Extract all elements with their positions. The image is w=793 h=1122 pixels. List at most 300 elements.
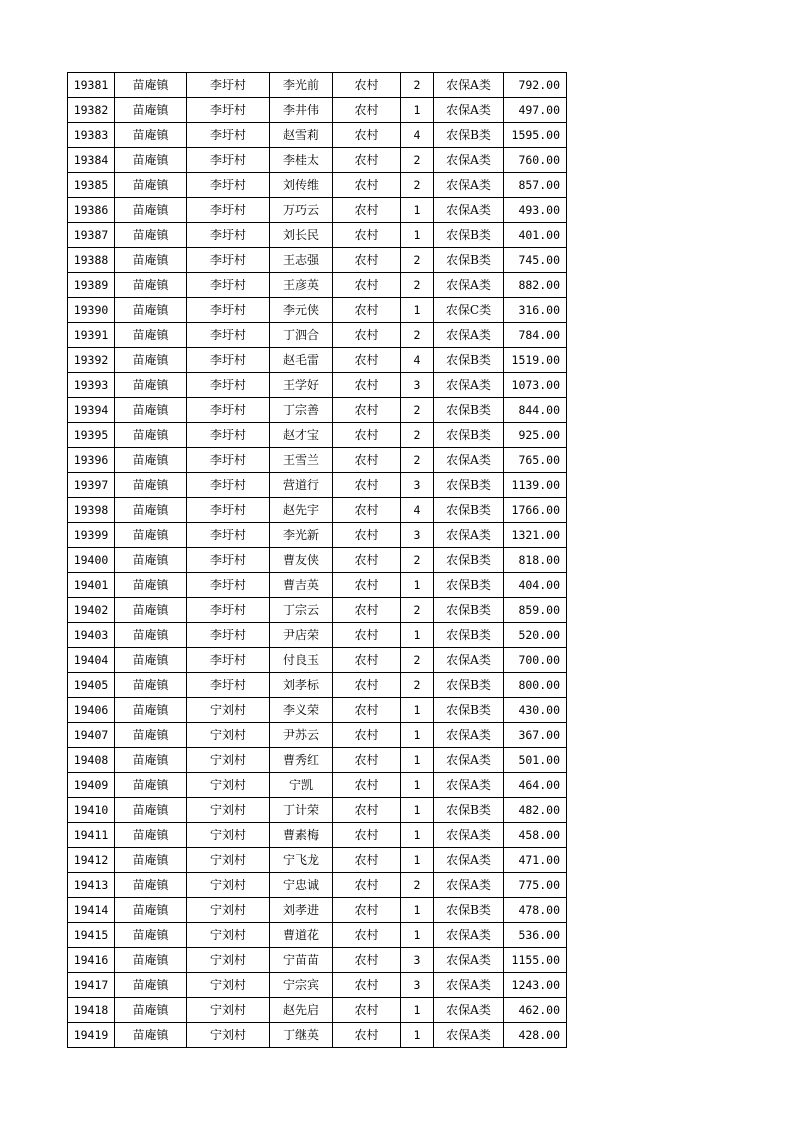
town-cell: 苗庵镇 (115, 873, 187, 898)
household-size-cell: 1 (401, 898, 434, 923)
town-cell: 苗庵镇 (115, 148, 187, 173)
town-cell: 苗庵镇 (115, 898, 187, 923)
category-cell: 农保A类 (434, 948, 504, 973)
category-cell: 农保A类 (434, 773, 504, 798)
table-row (68, 923, 567, 948)
record-id-cell: 19405 (68, 673, 115, 698)
amount-cell: 458.00 (504, 823, 567, 848)
town-cell: 苗庵镇 (115, 623, 187, 648)
household-size-cell: 1 (401, 848, 434, 873)
amount-cell: 1595.00 (504, 123, 567, 148)
category-cell: 农保B类 (434, 548, 504, 573)
village-cell: 李圩村 (187, 173, 270, 198)
record-id-cell: 19388 (68, 248, 115, 273)
amount-cell: 857.00 (504, 173, 567, 198)
table-row (68, 223, 567, 248)
amount-cell: 1321.00 (504, 523, 567, 548)
category-cell: 农保A类 (434, 723, 504, 748)
record-id-cell: 19414 (68, 898, 115, 923)
name-cell: 丁宗善 (270, 398, 333, 423)
town-cell: 苗庵镇 (115, 373, 187, 398)
table-row (68, 298, 567, 323)
record-id-cell: 19381 (68, 73, 115, 98)
record-id-cell: 19398 (68, 498, 115, 523)
amount-cell: 1243.00 (504, 973, 567, 998)
town-cell: 苗庵镇 (115, 1023, 187, 1048)
table-row (68, 523, 567, 548)
record-id-cell: 19392 (68, 348, 115, 373)
name-cell: 宁苗苗 (270, 948, 333, 973)
household-size-cell: 1 (401, 298, 434, 323)
village-cell: 宁刘村 (187, 1023, 270, 1048)
table-row (68, 248, 567, 273)
area-type-cell: 农村 (333, 248, 401, 273)
area-type-cell: 农村 (333, 723, 401, 748)
household-size-cell: 2 (401, 248, 434, 273)
category-cell: 农保B类 (434, 398, 504, 423)
amount-cell: 882.00 (504, 273, 567, 298)
household-size-cell: 4 (401, 498, 434, 523)
table-row (68, 448, 567, 473)
household-size-cell: 1 (401, 623, 434, 648)
area-type-cell: 农村 (333, 123, 401, 148)
town-cell: 苗庵镇 (115, 98, 187, 123)
table-row (68, 673, 567, 698)
household-size-cell: 2 (401, 148, 434, 173)
village-cell: 宁刘村 (187, 973, 270, 998)
record-id-cell: 19401 (68, 573, 115, 598)
household-size-cell: 1 (401, 198, 434, 223)
household-size-cell: 1 (401, 723, 434, 748)
amount-cell: 1766.00 (504, 498, 567, 523)
household-size-cell: 2 (401, 423, 434, 448)
household-size-cell: 1 (401, 823, 434, 848)
area-type-cell: 农村 (333, 973, 401, 998)
name-cell: 曹秀红 (270, 748, 333, 773)
amount-cell: 784.00 (504, 323, 567, 348)
record-id-cell: 19393 (68, 373, 115, 398)
name-cell: 王志强 (270, 248, 333, 273)
table-row (68, 598, 567, 623)
household-size-cell: 2 (401, 323, 434, 348)
town-cell: 苗庵镇 (115, 648, 187, 673)
village-cell: 李圩村 (187, 623, 270, 648)
records-table (67, 72, 567, 1048)
town-cell: 苗庵镇 (115, 298, 187, 323)
record-id-cell: 19415 (68, 923, 115, 948)
village-cell: 宁刘村 (187, 798, 270, 823)
area-type-cell: 农村 (333, 598, 401, 623)
name-cell: 赵先启 (270, 998, 333, 1023)
table-row (68, 323, 567, 348)
record-id-cell: 19390 (68, 298, 115, 323)
area-type-cell: 农村 (333, 298, 401, 323)
name-cell: 宁宗宾 (270, 973, 333, 998)
table-row (68, 998, 567, 1023)
amount-cell: 775.00 (504, 873, 567, 898)
household-size-cell: 1 (401, 1023, 434, 1048)
amount-cell: 745.00 (504, 248, 567, 273)
table-row (68, 423, 567, 448)
town-cell: 苗庵镇 (115, 798, 187, 823)
household-size-cell: 2 (401, 598, 434, 623)
record-id-cell: 19412 (68, 848, 115, 873)
name-cell: 宁忠诚 (270, 873, 333, 898)
village-cell: 李圩村 (187, 348, 270, 373)
household-size-cell: 3 (401, 973, 434, 998)
town-cell: 苗庵镇 (115, 923, 187, 948)
town-cell: 苗庵镇 (115, 723, 187, 748)
table-row (68, 823, 567, 848)
village-cell: 李圩村 (187, 323, 270, 348)
amount-cell: 462.00 (504, 998, 567, 1023)
amount-cell: 367.00 (504, 723, 567, 748)
household-size-cell: 1 (401, 573, 434, 598)
table-row (68, 98, 567, 123)
town-cell: 苗庵镇 (115, 173, 187, 198)
name-cell: 宁凯 (270, 773, 333, 798)
area-type-cell: 农村 (333, 823, 401, 848)
village-cell: 宁刘村 (187, 873, 270, 898)
table-row (68, 573, 567, 598)
amount-cell: 497.00 (504, 98, 567, 123)
category-cell: 农保A类 (434, 998, 504, 1023)
town-cell: 苗庵镇 (115, 123, 187, 148)
table-row (68, 473, 567, 498)
area-type-cell: 农村 (333, 448, 401, 473)
table-row (68, 648, 567, 673)
category-cell: 农保A类 (434, 648, 504, 673)
table-row (68, 398, 567, 423)
name-cell: 宁飞龙 (270, 848, 333, 873)
area-type-cell: 农村 (333, 948, 401, 973)
household-size-cell: 3 (401, 948, 434, 973)
area-type-cell: 农村 (333, 398, 401, 423)
village-cell: 宁刘村 (187, 948, 270, 973)
town-cell: 苗庵镇 (115, 698, 187, 723)
record-id-cell: 19419 (68, 1023, 115, 1048)
category-cell: 农保B类 (434, 473, 504, 498)
category-cell: 农保B类 (434, 698, 504, 723)
amount-cell: 859.00 (504, 598, 567, 623)
amount-cell: 478.00 (504, 898, 567, 923)
category-cell: 农保A类 (434, 523, 504, 548)
village-cell: 宁刘村 (187, 998, 270, 1023)
town-cell: 苗庵镇 (115, 348, 187, 373)
area-type-cell: 农村 (333, 198, 401, 223)
household-size-cell: 1 (401, 798, 434, 823)
village-cell: 宁刘村 (187, 898, 270, 923)
village-cell: 李圩村 (187, 198, 270, 223)
village-cell: 李圩村 (187, 398, 270, 423)
village-cell: 李圩村 (187, 448, 270, 473)
name-cell: 曹素梅 (270, 823, 333, 848)
table-row (68, 798, 567, 823)
name-cell: 刘传维 (270, 173, 333, 198)
name-cell: 李井伟 (270, 98, 333, 123)
amount-cell: 1519.00 (504, 348, 567, 373)
table-row (68, 748, 567, 773)
village-cell: 李圩村 (187, 273, 270, 298)
category-cell: 农保A类 (434, 448, 504, 473)
record-id-cell: 19417 (68, 973, 115, 998)
record-id-cell: 19396 (68, 448, 115, 473)
town-cell: 苗庵镇 (115, 598, 187, 623)
record-id-cell: 19384 (68, 148, 115, 173)
area-type-cell: 农村 (333, 748, 401, 773)
category-cell: 农保B类 (434, 248, 504, 273)
amount-cell: 844.00 (504, 398, 567, 423)
town-cell: 苗庵镇 (115, 398, 187, 423)
name-cell: 赵才宝 (270, 423, 333, 448)
name-cell: 王学好 (270, 373, 333, 398)
area-type-cell: 农村 (333, 73, 401, 98)
area-type-cell: 农村 (333, 348, 401, 373)
table-row (68, 148, 567, 173)
area-type-cell: 农村 (333, 873, 401, 898)
household-size-cell: 1 (401, 998, 434, 1023)
category-cell: 农保B类 (434, 898, 504, 923)
record-id-cell: 19386 (68, 198, 115, 223)
amount-cell: 404.00 (504, 573, 567, 598)
category-cell: 农保A类 (434, 148, 504, 173)
name-cell: 赵雪莉 (270, 123, 333, 148)
record-id-cell: 19411 (68, 823, 115, 848)
amount-cell: 464.00 (504, 773, 567, 798)
record-id-cell: 19395 (68, 423, 115, 448)
area-type-cell: 农村 (333, 673, 401, 698)
name-cell: 李光前 (270, 73, 333, 98)
amount-cell: 760.00 (504, 148, 567, 173)
table-row (68, 348, 567, 373)
table-row (68, 273, 567, 298)
category-cell: 农保A类 (434, 98, 504, 123)
amount-cell: 401.00 (504, 223, 567, 248)
amount-cell: 700.00 (504, 648, 567, 673)
amount-cell: 818.00 (504, 548, 567, 573)
household-size-cell: 2 (401, 173, 434, 198)
table-row (68, 948, 567, 973)
amount-cell: 1073.00 (504, 373, 567, 398)
category-cell: 农保A类 (434, 73, 504, 98)
village-cell: 宁刘村 (187, 773, 270, 798)
table-row (68, 1023, 567, 1048)
category-cell: 农保B类 (434, 348, 504, 373)
record-id-cell: 19389 (68, 273, 115, 298)
name-cell: 赵毛雷 (270, 348, 333, 373)
category-cell: 农保A类 (434, 323, 504, 348)
town-cell: 苗庵镇 (115, 748, 187, 773)
record-id-cell: 19407 (68, 723, 115, 748)
name-cell: 李元侠 (270, 298, 333, 323)
record-id-cell: 19410 (68, 798, 115, 823)
amount-cell: 800.00 (504, 673, 567, 698)
household-size-cell: 3 (401, 373, 434, 398)
household-size-cell: 2 (401, 673, 434, 698)
record-id-cell: 19387 (68, 223, 115, 248)
town-cell: 苗庵镇 (115, 223, 187, 248)
village-cell: 李圩村 (187, 473, 270, 498)
village-cell: 宁刘村 (187, 748, 270, 773)
household-size-cell: 4 (401, 348, 434, 373)
category-cell: 农保A类 (434, 373, 504, 398)
table-row (68, 848, 567, 873)
household-size-cell: 1 (401, 223, 434, 248)
village-cell: 李圩村 (187, 573, 270, 598)
area-type-cell: 农村 (333, 898, 401, 923)
category-cell: 农保A类 (434, 273, 504, 298)
category-cell: 农保B类 (434, 423, 504, 448)
record-id-cell: 19418 (68, 998, 115, 1023)
table-row (68, 373, 567, 398)
village-cell: 宁刘村 (187, 723, 270, 748)
village-cell: 宁刘村 (187, 698, 270, 723)
table-row (68, 123, 567, 148)
area-type-cell: 农村 (333, 373, 401, 398)
table-row (68, 548, 567, 573)
category-cell: 农保B类 (434, 123, 504, 148)
name-cell: 尹店荣 (270, 623, 333, 648)
area-type-cell: 农村 (333, 473, 401, 498)
household-size-cell: 3 (401, 473, 434, 498)
category-cell: 农保A类 (434, 198, 504, 223)
household-size-cell: 3 (401, 523, 434, 548)
town-cell: 苗庵镇 (115, 773, 187, 798)
category-cell: 农保A类 (434, 1023, 504, 1048)
category-cell: 农保A类 (434, 923, 504, 948)
records-table-body (68, 73, 567, 1048)
record-id-cell: 19391 (68, 323, 115, 348)
record-id-cell: 19400 (68, 548, 115, 573)
village-cell: 李圩村 (187, 298, 270, 323)
household-size-cell: 1 (401, 698, 434, 723)
amount-cell: 765.00 (504, 448, 567, 473)
name-cell: 曹友侠 (270, 548, 333, 573)
village-cell: 李圩村 (187, 523, 270, 548)
category-cell: 农保A类 (434, 173, 504, 198)
name-cell: 李桂太 (270, 148, 333, 173)
village-cell: 宁刘村 (187, 823, 270, 848)
category-cell: 农保B类 (434, 223, 504, 248)
household-size-cell: 2 (401, 548, 434, 573)
town-cell: 苗庵镇 (115, 248, 187, 273)
village-cell: 李圩村 (187, 498, 270, 523)
town-cell: 苗庵镇 (115, 423, 187, 448)
town-cell: 苗庵镇 (115, 823, 187, 848)
area-type-cell: 农村 (333, 798, 401, 823)
record-id-cell: 19403 (68, 623, 115, 648)
table-row (68, 623, 567, 648)
town-cell: 苗庵镇 (115, 948, 187, 973)
category-cell: 农保C类 (434, 298, 504, 323)
table-row (68, 898, 567, 923)
record-id-cell: 19385 (68, 173, 115, 198)
category-cell: 农保A类 (434, 973, 504, 998)
category-cell: 农保B类 (434, 798, 504, 823)
record-id-cell: 19397 (68, 473, 115, 498)
town-cell: 苗庵镇 (115, 548, 187, 573)
village-cell: 李圩村 (187, 123, 270, 148)
name-cell: 刘孝进 (270, 898, 333, 923)
name-cell: 刘孝标 (270, 673, 333, 698)
amount-cell: 1155.00 (504, 948, 567, 973)
village-cell: 李圩村 (187, 373, 270, 398)
name-cell: 王雪兰 (270, 448, 333, 473)
name-cell: 刘长民 (270, 223, 333, 248)
category-cell: 农保B类 (434, 498, 504, 523)
area-type-cell: 农村 (333, 323, 401, 348)
village-cell: 李圩村 (187, 98, 270, 123)
area-type-cell: 农村 (333, 148, 401, 173)
record-id-cell: 19394 (68, 398, 115, 423)
area-type-cell: 农村 (333, 623, 401, 648)
amount-cell: 316.00 (504, 298, 567, 323)
household-size-cell: 1 (401, 98, 434, 123)
record-id-cell: 19383 (68, 123, 115, 148)
area-type-cell: 农村 (333, 573, 401, 598)
amount-cell: 792.00 (504, 73, 567, 98)
record-id-cell: 19408 (68, 748, 115, 773)
name-cell: 李义荣 (270, 698, 333, 723)
category-cell: 农保B类 (434, 623, 504, 648)
household-size-cell: 1 (401, 748, 434, 773)
household-size-cell: 2 (401, 873, 434, 898)
amount-cell: 471.00 (504, 848, 567, 873)
household-size-cell: 2 (401, 398, 434, 423)
area-type-cell: 农村 (333, 273, 401, 298)
area-type-cell: 农村 (333, 998, 401, 1023)
name-cell: 万巧云 (270, 198, 333, 223)
village-cell: 宁刘村 (187, 848, 270, 873)
area-type-cell: 农村 (333, 423, 401, 448)
name-cell: 营道行 (270, 473, 333, 498)
category-cell: 农保A类 (434, 873, 504, 898)
name-cell: 尹苏云 (270, 723, 333, 748)
amount-cell: 1139.00 (504, 473, 567, 498)
name-cell: 李光新 (270, 523, 333, 548)
category-cell: 农保A类 (434, 848, 504, 873)
household-size-cell: 1 (401, 773, 434, 798)
name-cell: 丁计荣 (270, 798, 333, 823)
name-cell: 赵先宇 (270, 498, 333, 523)
amount-cell: 501.00 (504, 748, 567, 773)
category-cell: 农保A类 (434, 748, 504, 773)
town-cell: 苗庵镇 (115, 973, 187, 998)
table-row (68, 698, 567, 723)
town-cell: 苗庵镇 (115, 448, 187, 473)
category-cell: 农保B类 (434, 573, 504, 598)
amount-cell: 520.00 (504, 623, 567, 648)
town-cell: 苗庵镇 (115, 573, 187, 598)
table-row (68, 73, 567, 98)
village-cell: 李圩村 (187, 223, 270, 248)
record-id-cell: 19399 (68, 523, 115, 548)
area-type-cell: 农村 (333, 648, 401, 673)
town-cell: 苗庵镇 (115, 673, 187, 698)
name-cell: 丁宗云 (270, 598, 333, 623)
record-id-cell: 19404 (68, 648, 115, 673)
record-id-cell: 19402 (68, 598, 115, 623)
name-cell: 曹吉英 (270, 573, 333, 598)
household-size-cell: 4 (401, 123, 434, 148)
village-cell: 宁刘村 (187, 923, 270, 948)
name-cell: 丁继英 (270, 1023, 333, 1048)
area-type-cell: 农村 (333, 773, 401, 798)
village-cell: 李圩村 (187, 423, 270, 448)
area-type-cell: 农村 (333, 923, 401, 948)
amount-cell: 493.00 (504, 198, 567, 223)
area-type-cell: 农村 (333, 173, 401, 198)
